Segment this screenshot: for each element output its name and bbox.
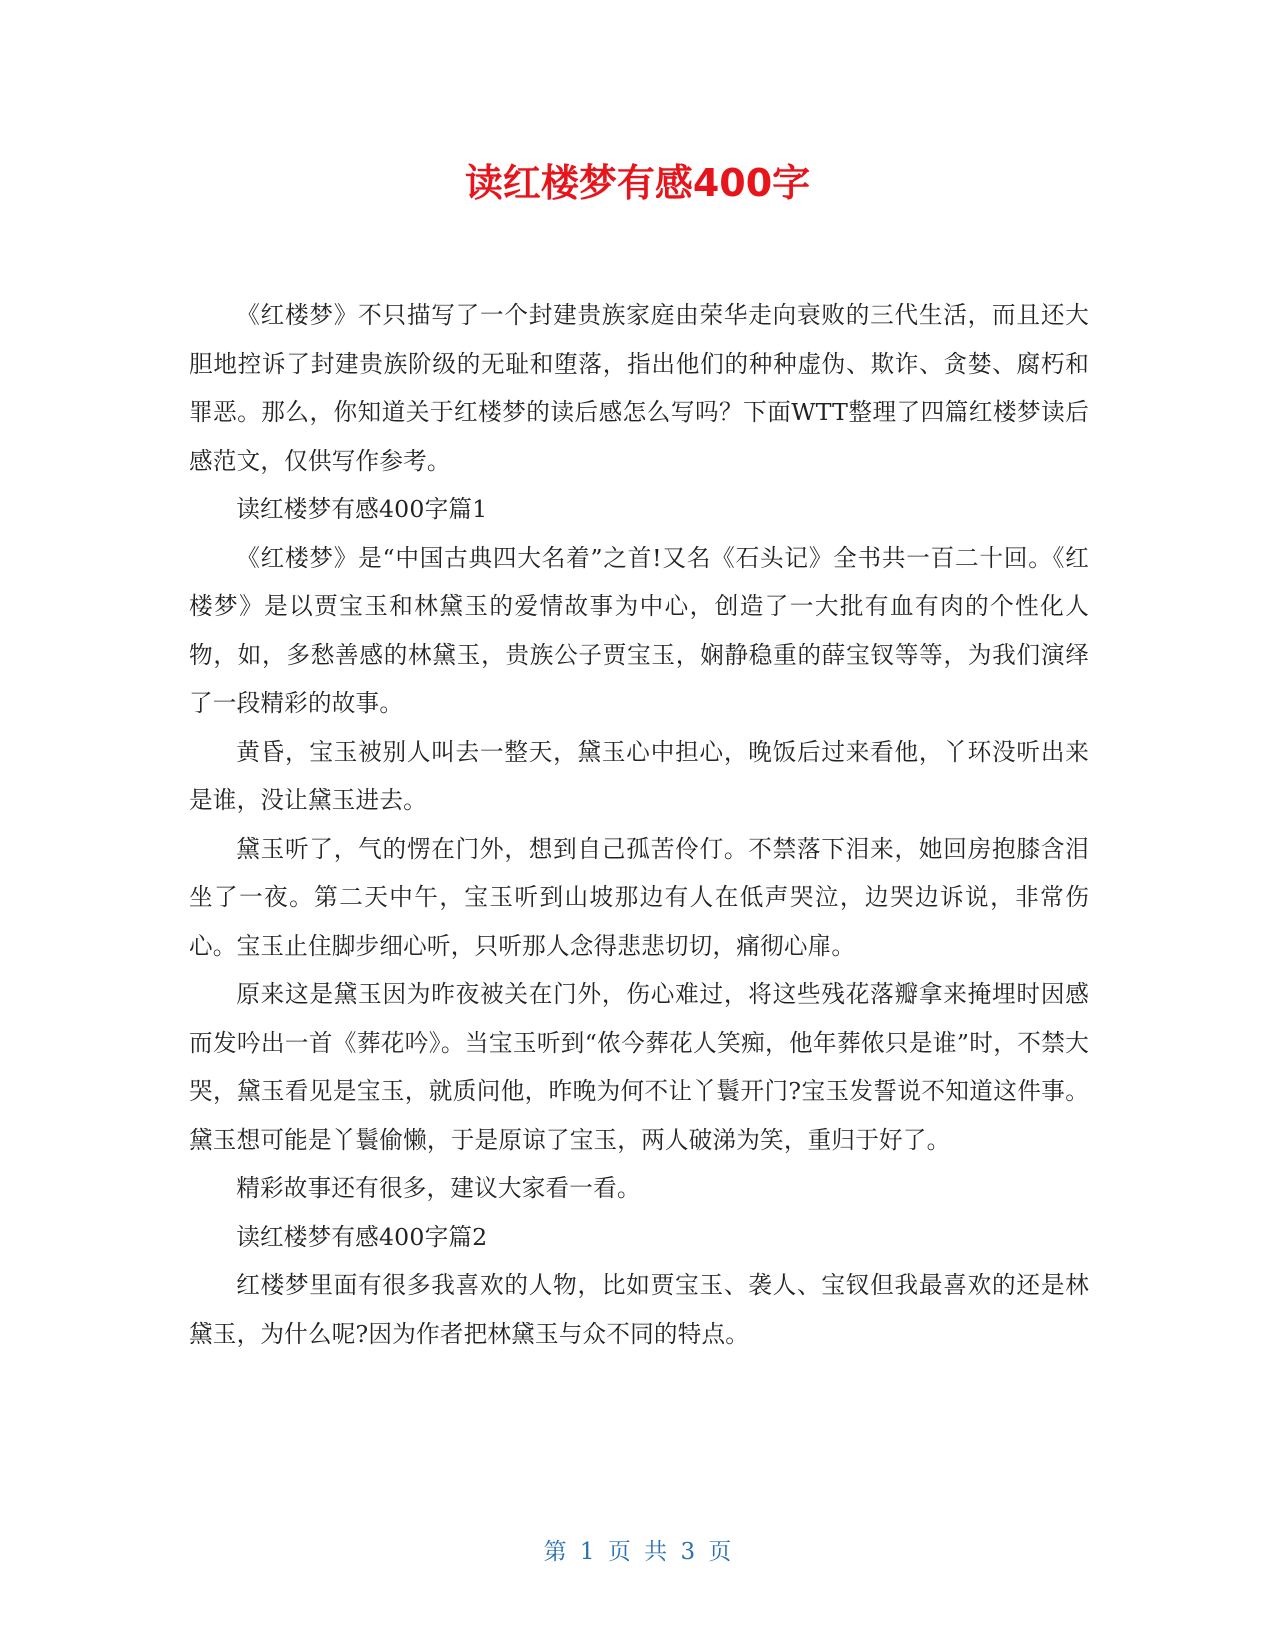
body-paragraph: 精彩故事还有很多，建议大家看一看。	[236, 1174, 641, 1202]
section-heading-2: 读红楼梦有感400字篇2	[236, 1222, 488, 1251]
section-heading-1: 读红楼梦有感400字篇1	[236, 495, 488, 523]
body-paragraph: 红楼梦里面有很多我喜欢的人物，比如贾宝玉、袭人、宝钗但我最喜欢的还是林黛玉，为什么呢?因为作者把林黛玉与众不同的特点。	[189, 1271, 1089, 1348]
page-number-footer: 第 1 页 共 3 页	[543, 1539, 732, 1565]
document-body	[189, 291, 1089, 1358]
document-title: 读红楼梦有感400字	[464, 161, 811, 205]
body-paragraph: 黛玉听了，气的愣在门外，想到自己孤苦伶仃。不禁落下泪来，她回房抱膝含泪坐了一夜。第二天中午，宝玉听到山坡那边有人在低声哭泣，边哭边诉说，非常伤心。宝玉止住脚步细心听，只听那人念得悲悲切切，痛彻心扉。	[189, 834, 1089, 960]
body-paragraph: 黄昏，宝玉被别人叫去一整天，黛玉心中担心，晚饭后过来看他，丫环没听出来是谁，没让黛玉进去。	[189, 737, 1089, 814]
intro-paragraph: 《红楼梦》不只描写了一个封建贵族家庭由荣华走向衰败的三代生活，而且还大胆地控诉了封建贵族阶级的无耻和堕落，指出他们的种种虚伪、欺诈、贪婪、腐朽和罪恶。那么，你知道关于红楼梦的读后感怎么写吗？下面WTT整理了四篇红楼梦读后感范文，仅供写作参考。	[189, 301, 1089, 475]
body-paragraph: 原来这是黛玉因为昨夜被关在门外，伤心难过，将这些残花落瓣拿来掩埋时因感而发吟出一首《葬花吟》。当宝玉听到“侬今葬花人笑痴，他年葬侬只是谁”时，不禁大哭，黛玉看见是宝玉，就质问他，昨晚为何不让丫鬟开门?宝玉发誓说不知道这件事。黛玉想可能是丫鬟偷懒，于是原谅了宝玉，两人破涕为笑，重归于好了。	[189, 980, 1089, 1154]
body-paragraph: 《红楼梦》是“中国古典四大名着”之首!又名《石头记》全书共一百二十回。《红楼梦》是以贾宝玉和林黛玉的爱情故事为中心，创造了一大批有血有肉的个性化人物，如，多愁善感的林黛玉，贵族公子贾宝玉，娴静稳重的薛宝钗等等，为我们演绎了一段精彩的故事。	[189, 543, 1089, 717]
